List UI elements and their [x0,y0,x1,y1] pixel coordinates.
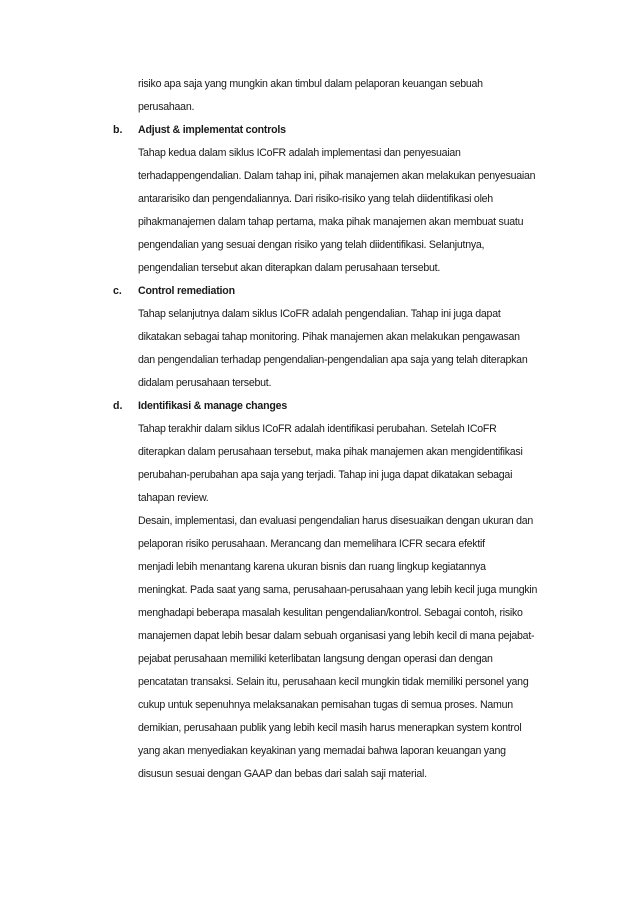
body-line: pejabat perusahaan memiliki keterlibatan langsung dengan operasi dan dengan [138,653,493,665]
body-line: Desain, implementasi, dan evaluasi pengendalian harus disesuaikan dengan ukuran dan [138,515,534,527]
body-line: terhadappengendalian. Dalam tahap ini, pihak manajemen akan melakukan penyesuaian [138,170,536,182]
body-line: diterapkan dalam perusahaan tersebut, maka pihak manajemen akan mengidentifikasi [138,446,523,458]
body-line: menghadapi beberapa masalah kesulitan pengendalian/kontrol. Sebagai contoh, risiko [138,607,523,619]
section-heading: Adjust & implementat controls [138,124,286,136]
body-line: yang akan menyediakan keyakinan yang memadai bahwa laporan keuangan yang [138,745,506,757]
body-line: cukup untuk sepenuhnya melaksanakan pemisahan tugas di semua proses. Namun [138,699,513,711]
body-line: pihakmanajemen dalam tahap pertama, maka pihak manajemen akan membuat suatu [138,216,524,228]
body-line: Tahap kedua dalam siklus ICoFR adalah implementasi dan penyesuaian [138,147,461,159]
body-line: tahapan review. [138,492,209,504]
body-line: pencatatan transaksi. Selain itu, perusahaan kecil mungkin tidak memiliki personel yang [138,676,529,688]
section-heading: Control remediation [138,285,235,297]
body-line: menjadi lebih menantang karena ukuran bisnis dan ruang lingkup kegiatannya [138,561,486,573]
body-line: didalam perusahaan tersebut. [138,377,272,389]
body-line: dikatakan sebagai tahap monitoring. Pihak manajemen akan melakukan pengawasan [138,331,520,343]
body-line: Tahap selanjutnya dalam siklus ICoFR adalah pengendalian. Tahap ini juga dapat [138,308,501,320]
body-line: disusun sesuai dengan GAAP dan bebas dari salah saji material. [138,768,427,780]
body-line: manajemen dapat lebih besar dalam sebuah organisasi yang lebih kecil di mana pejabat- [138,630,535,642]
body-line: perubahan-perubahan apa saja yang terjadi. Tahap ini juga dapat dikatakan sebagai [138,469,513,481]
body-line: risiko apa saja yang mungkin akan timbul dalam pelaporan keuangan sebuah [138,78,483,90]
body-line: Tahap terakhir dalam siklus ICoFR adalah identifikasi perubahan. Setelah ICoFR [138,423,497,435]
body-line: pelaporan risiko perusahaan. Merancang dan memelihara ICFR secara efektif [138,538,485,550]
section-marker: c. [113,285,122,297]
body-line: perusahaan. [138,101,195,113]
body-line: meningkat. Pada saat yang sama, perusahaan-perusahaan yang lebih kecil juga mungkin [138,584,538,596]
body-line: pengendalian yang sesuai dengan risiko yang telah diidentifikasi. Selanjutnya, [138,239,485,251]
section-marker: d. [113,400,123,412]
body-line: dan pengendalian terhadap pengendalian-pengendalian apa saja yang telah diterapkan [138,354,528,366]
section-heading: Identifikasi & manage changes [138,400,288,412]
body-line: demikian, perusahaan publik yang lebih kecil masih harus menerapkan system kontrol [138,722,522,734]
body-line: pengendalian tersebut akan diterapkan dalam perusahaan tersebut. [138,262,441,274]
section-marker: b. [113,124,123,136]
body-line: antararisiko dan pengendaliannya. Dari risiko-risiko yang telah diidentifikasi oleh [138,193,493,205]
